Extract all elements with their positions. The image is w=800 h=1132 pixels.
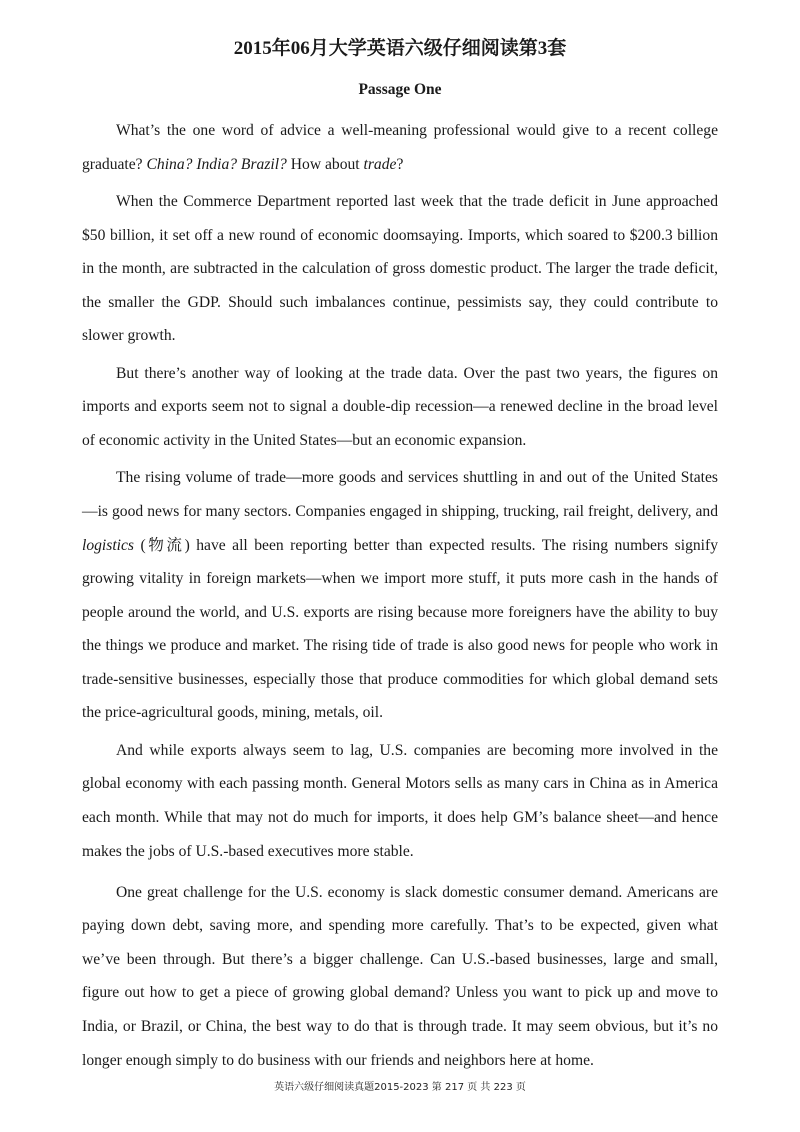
paragraph-3: But there’s another way of looking at the trade data. Over the past two years, the figures on imports and exports seem not to signal a double-dip recession—a renewed decline in the broad level of economic activity in the United States—but an economic expansion. — [82, 364, 718, 449]
paragraph-5: And while exports always seem to lag, U.S. companies are becoming more involved in the global economy with each passing month. General Motors sells as many cars in China as in America each month. While that may not do much for imports, it does help GM’s balance sheet—and hence makes the jobs of U.S.-based executives more stable. — [82, 741, 718, 860]
passage-body — [82, 114, 718, 1077]
paragraph-4-text-2: (物流) have all been reporting better than expected results. The rising numbers signify growing vitality in foreign markets—when we import more stuff, it puts more cash in the hands of people around the world, and U.S. exports are rising because more foreigners have the ability to buy the things we produce and market. The rising tide of trade is also good news for people who work in trade-sensitive businesses, especially those that produce commodities for which global demand sets the price-agricultural goods, mining, metals, oil. — [82, 536, 718, 722]
paragraph-1-italic-trade: trade — [363, 155, 397, 173]
paragraph-4-text-1: The rising volume of trade—more goods and services shuttling in and out of the United States—is good news for many sectors. Companies engaged in shipping, trucking, rail freight, delivery, and — [82, 469, 718, 520]
paragraph-1 — [82, 114, 718, 181]
passage-heading: Passage One — [358, 81, 442, 98]
paragraph-4-italic-logistics: logistics — [82, 536, 134, 554]
paragraph-1-italic-countries: China? India? Brazil? — [146, 155, 287, 173]
paragraph-1-text-2: How about — [286, 155, 364, 173]
paragraph-6: One great challenge for the U.S. economy is slack domestic consumer demand. Americans are paying down debt, saving more, and spending more carefully. That’s to be expected, given what we’ve been through. But there’s a bigger challenge. Can U.S.-based businesses, large and small, figure out how to get a piece of growing global demand? Unless you want to pick up and move to India, or Brazil, or China, the best way to do that is through trade. It may seem obvious, but it’s no longer enough simply to do business with our friends and neighbors here at home. — [82, 883, 718, 1069]
paragraph-2: When the Commerce Department reported last week that the trade deficit in June approached $50 billion, it set off a new round of economic doomsaying. Imports, which soared to $200.3 billion in the month, are subtracted in the calculation of gross domestic product. The larger the trade deficit, the smaller the GDP. Should such imbalances continue, pessimists say, they could contribute to slower growth. — [82, 192, 718, 345]
paragraph-4 — [82, 461, 718, 730]
document-title: 2015年06月大学英语六级仔细阅读第3套 — [233, 38, 567, 59]
page-footer: 英语六级仔细阅读真题2015-2023 第 217 页 共 223 页 — [274, 1082, 526, 1093]
paragraph-1-text-1: What’s the one word of advice a well-meaning professional would give to a recent college graduate? — [82, 122, 718, 173]
paragraph-1-text-3: ? — [396, 155, 404, 173]
